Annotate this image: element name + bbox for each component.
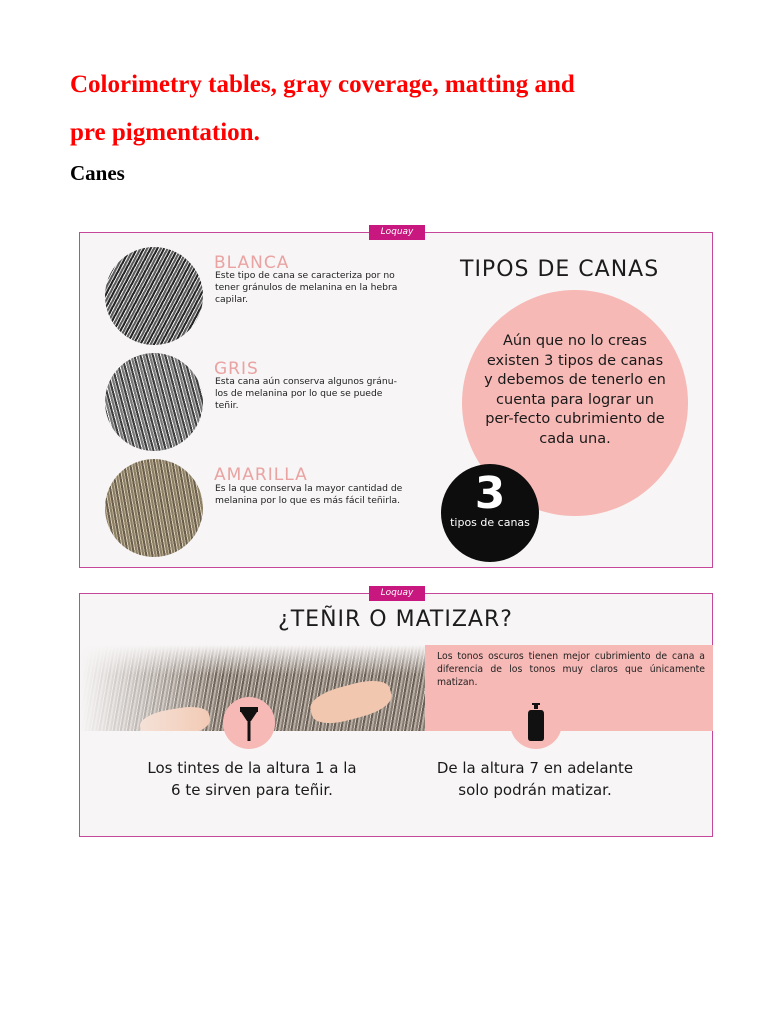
brush-icon [223,697,275,749]
hand-shape [307,675,395,729]
hand-shape [138,703,212,731]
document-title-line2: pre pigmentation. [70,119,260,146]
info-box [425,645,713,731]
yellow-hair-swatch [105,459,203,557]
tipos-de-canas-title: TIPOS DE CANAS [460,257,660,282]
type-desc-amarilla: Es la que conserva la mayor cantidad de melanina por lo que es más fácil teñirla. [215,483,403,506]
dye-or-tone-infographic [79,588,713,837]
info-box-text: Los tonos oscuros tienen mejor cubrimiento de cana a diferencia de los tonos muy claros que únicamente matizan. [437,651,705,688]
dye-range-text: Los tintes de la altura 1 a la 6 te sirven para teñir. [147,759,357,799]
type-title-amarilla: AMARILLA [214,465,308,485]
tone-range-text: De la altura 7 en adelante solo podrán matizar. [436,759,634,799]
tenir-o-matizar-title: ¿TEÑIR O MATIZAR? [278,607,513,632]
type-desc-blanca: Este tipo de cana se caracteriza por no tener gránulos de melanina en la hebra capilar. [215,270,398,305]
info-circle-text: Aún que no lo creas existen 3 tipos de canas y debemos de tenerlo en cuenta para lograr un per-fecto cubrimiento de cada una. [484,333,666,447]
brand-tag: Loquay [369,225,425,240]
brush-icon-circle [223,697,275,749]
section-subtitle: Canes [70,161,125,185]
bottle-icon [510,697,562,749]
gray-hair-swatch [105,353,203,451]
type-desc-gris: Esta cana aún conserva algunos gránu-los de melanina por lo que se puede teñir. [215,376,397,411]
badge-number: 3 [474,468,506,519]
bottle-icon-circle [510,697,562,749]
white-hair-swatch [105,247,203,345]
brand-tag: Loquay [369,586,425,601]
gray-hair-types-infographic [79,227,713,568]
three-types-badge [441,464,539,562]
document-title-line1: Colorimetry tables, gray coverage, matting and [70,71,575,98]
type-title-blanca: BLANCA [214,253,290,273]
type-title-gris: GRIS [214,359,259,379]
badge-label: tipos de canas [450,516,530,529]
